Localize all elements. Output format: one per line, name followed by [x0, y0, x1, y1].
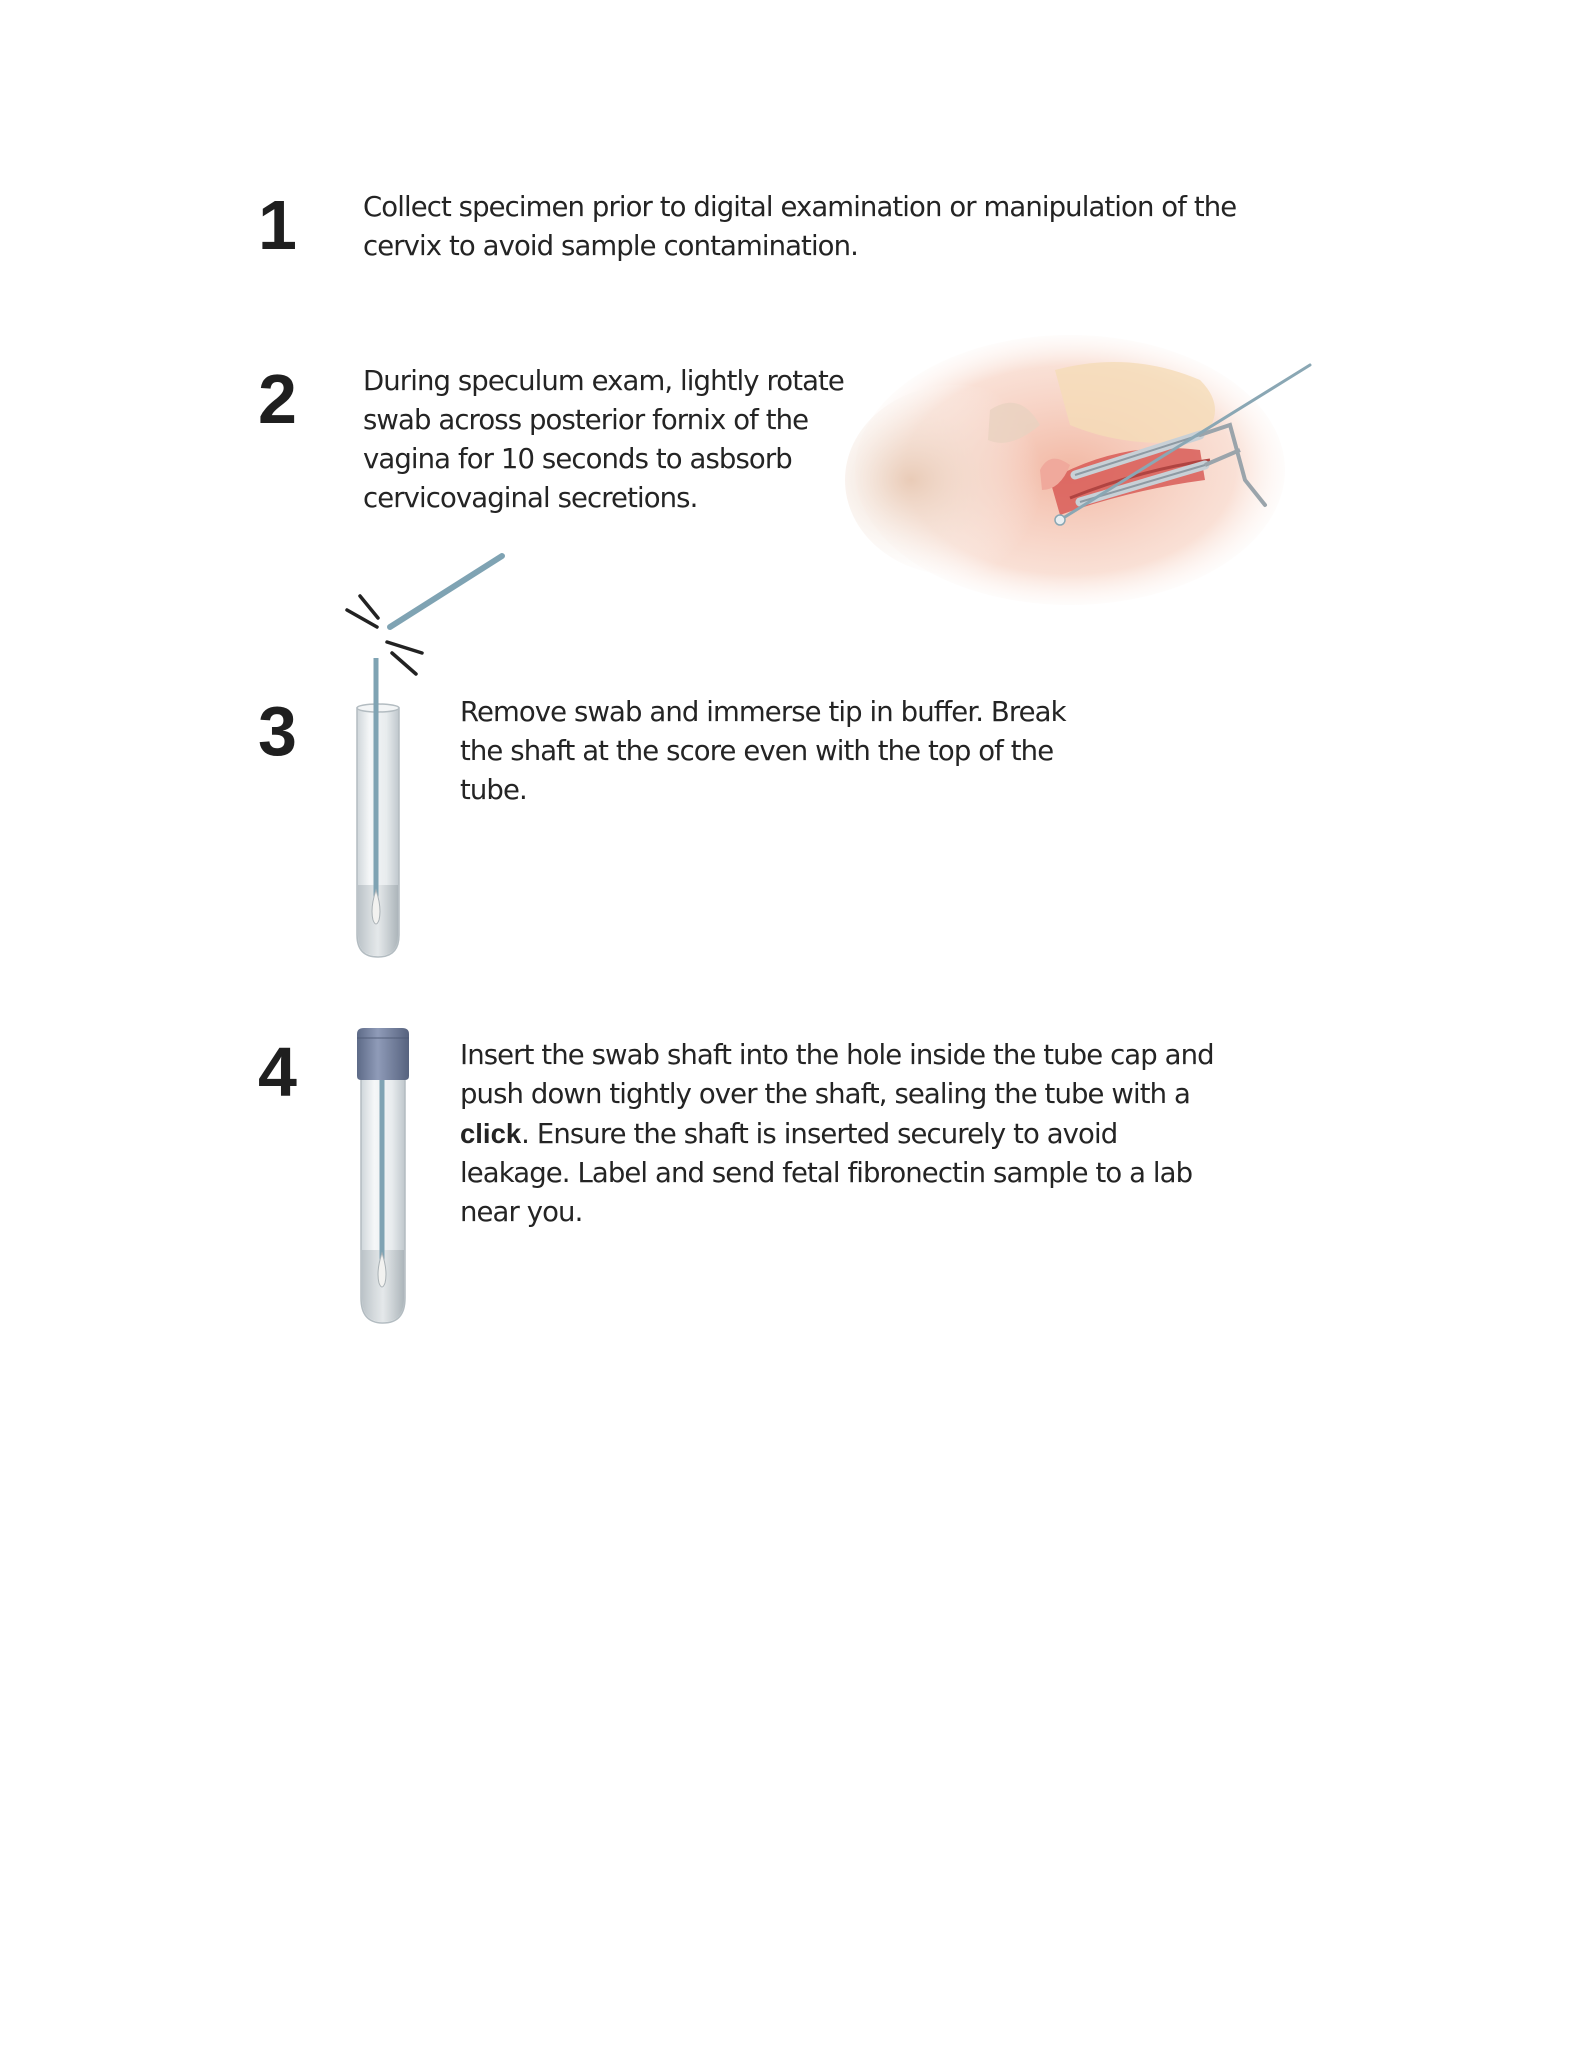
step-1-number: 1 — [258, 186, 297, 264]
step-4-number: 4 — [258, 1033, 297, 1111]
step-4-text — [460, 1036, 1230, 1232]
tube-cap — [357, 1028, 409, 1080]
step-1-text: Collect specimen prior to digital examination or manipulation of the cervix to avoid sample contamination. — [363, 191, 1237, 262]
speculum-anatomy-illustration — [870, 330, 1320, 610]
capped-tube-illustration — [352, 1028, 432, 1328]
breaking-swab-tube-illustration — [330, 550, 520, 960]
step-3-text: Remove swab and immerse tip in buffer. Break the shaft at the score even with the top of the tube. — [460, 696, 1066, 806]
step-3-number: 3 — [258, 692, 297, 770]
broken-swab-shaft — [390, 556, 502, 627]
step-4-text-bold: click — [460, 1118, 522, 1149]
step-2-text: During speculum exam, lightly rotate swab across posterior fornix of the vagina for 10 seconds to asbsorb cervicovaginal secretions. — [363, 365, 844, 514]
step-4-text-after: . Ensure the shaft is inserted securely to avoid leakage. Label and send fetal fibronectin sample to a lab near you. — [460, 1118, 1193, 1228]
step-4-text-before: Insert the swab shaft into the hole inside the tube cap and push down tightly over the shaft, sealing the tube with a — [460, 1039, 1214, 1110]
step-2-number: 2 — [258, 360, 297, 438]
